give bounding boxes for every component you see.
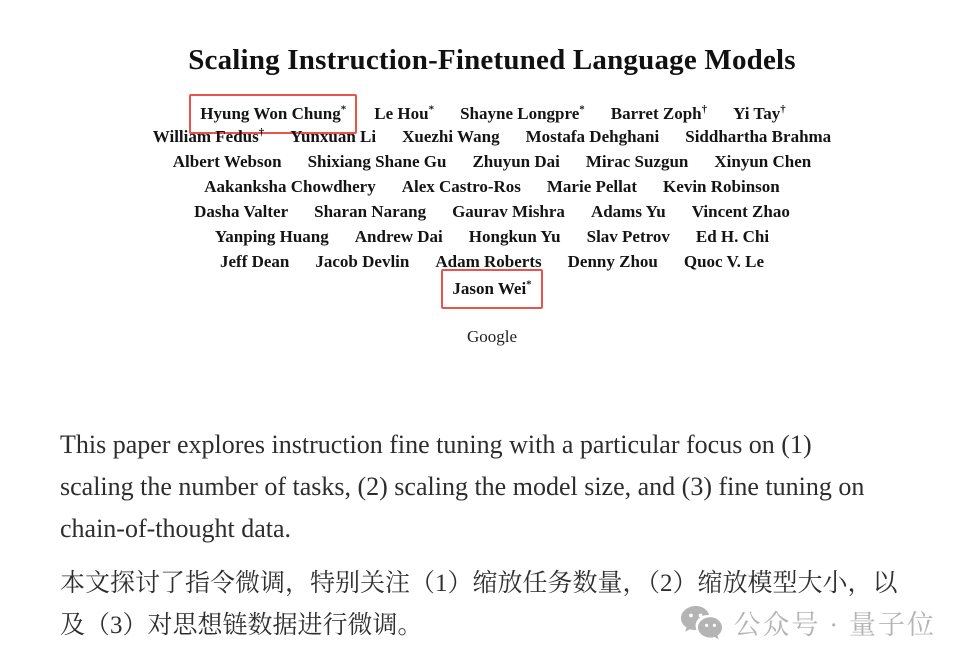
- author-name: Ed H. Chi: [695, 227, 770, 246]
- author-name: Adams Yu: [590, 202, 666, 221]
- author-mark: †: [701, 103, 708, 116]
- author-name: William Fedus†: [152, 126, 265, 146]
- author-name: Adam Roberts: [435, 252, 542, 271]
- author-name: Jacob Devlin: [315, 252, 410, 271]
- author-name: Zhuyun Dai: [472, 152, 560, 171]
- author-name: Albert Webson: [172, 152, 282, 171]
- author-name: Xinyun Chen: [714, 152, 812, 171]
- author-name: Quoc V. Le: [683, 252, 764, 271]
- author-name: Shixiang Shane Gu: [307, 152, 447, 171]
- author-name: Marie Pellat: [546, 177, 638, 196]
- watermark: [680, 603, 937, 642]
- author-name: Dasha Valter: [194, 202, 289, 221]
- author-name: Yunxuan Li: [290, 127, 377, 146]
- author-row: [12, 274, 960, 299]
- author-name: Yi Tay†: [733, 103, 786, 123]
- chinese-summary-line: 及（3）对思想链数据进行微调。: [60, 612, 423, 639]
- author-name: Siddhartha Brahma: [685, 127, 832, 146]
- english-summary: [60, 424, 942, 550]
- author-name: Sharan Narang: [314, 202, 427, 221]
- author-name: Gaurav Mishra: [452, 202, 565, 221]
- author-name: Vincent Zhao: [691, 202, 790, 221]
- author-mark: *: [579, 103, 585, 116]
- author-name: Kevin Robinson: [663, 177, 780, 196]
- author-name: Alex Castro-Ros: [401, 177, 521, 196]
- english-summary-line: chain-of-thought data.: [60, 514, 292, 543]
- paper-header: [12, 0, 960, 347]
- author-row: [12, 199, 960, 224]
- author-mark: †: [780, 103, 786, 116]
- author-row: [12, 174, 960, 199]
- affiliation: Google: [466, 327, 518, 346]
- watermark-text: 公众号 · 量子位: [733, 610, 936, 640]
- author-name: Denny Zhou: [567, 252, 658, 271]
- paper-title: Scaling Instruction-Finetuned Language Models: [188, 44, 796, 76]
- author-row: [12, 99, 960, 124]
- author-name: Slav Petrov: [586, 227, 670, 246]
- wechat-icon: [680, 605, 724, 641]
- author-name: Hongkun Yu: [468, 227, 561, 246]
- author-name: Aakanksha Chowdhery: [204, 177, 376, 196]
- author-name: Yanping Huang: [214, 227, 329, 246]
- author-name: Barret Zoph†: [610, 103, 708, 123]
- author-mark: *: [526, 278, 532, 291]
- author-row: [12, 224, 960, 249]
- author-name-highlighted: Hyung Won Chung*: [189, 94, 357, 134]
- author-name: Andrew Dai: [354, 227, 443, 246]
- author-row: [12, 124, 960, 149]
- author-mark: †: [258, 126, 265, 139]
- english-summary-line: scaling the number of tasks, (2) scaling the model size, and (3) fine tuning on: [60, 472, 865, 501]
- author-name: Mirac Suzgun: [585, 152, 689, 171]
- author-name-highlighted: Jason Wei*: [441, 269, 542, 309]
- author-name: Xuezhi Wang: [402, 127, 500, 146]
- english-summary-line: This paper explores instruction fine tuning with a particular focus on (1): [60, 430, 812, 459]
- author-name: Jeff Dean: [219, 252, 290, 271]
- author-name: Shayne Longpre*: [460, 103, 585, 123]
- author-list: [12, 99, 960, 299]
- author-name: Le Hou*: [374, 103, 435, 123]
- author-row: [12, 149, 960, 174]
- author-mark: *: [428, 103, 435, 116]
- author-mark: *: [340, 103, 347, 116]
- chinese-summary-line: 本文探讨了指令微调，特别关注（1）缩放任务数量，（2）缩放模型大小，以: [60, 570, 898, 597]
- author-name: Mostafa Dehghani: [525, 127, 660, 146]
